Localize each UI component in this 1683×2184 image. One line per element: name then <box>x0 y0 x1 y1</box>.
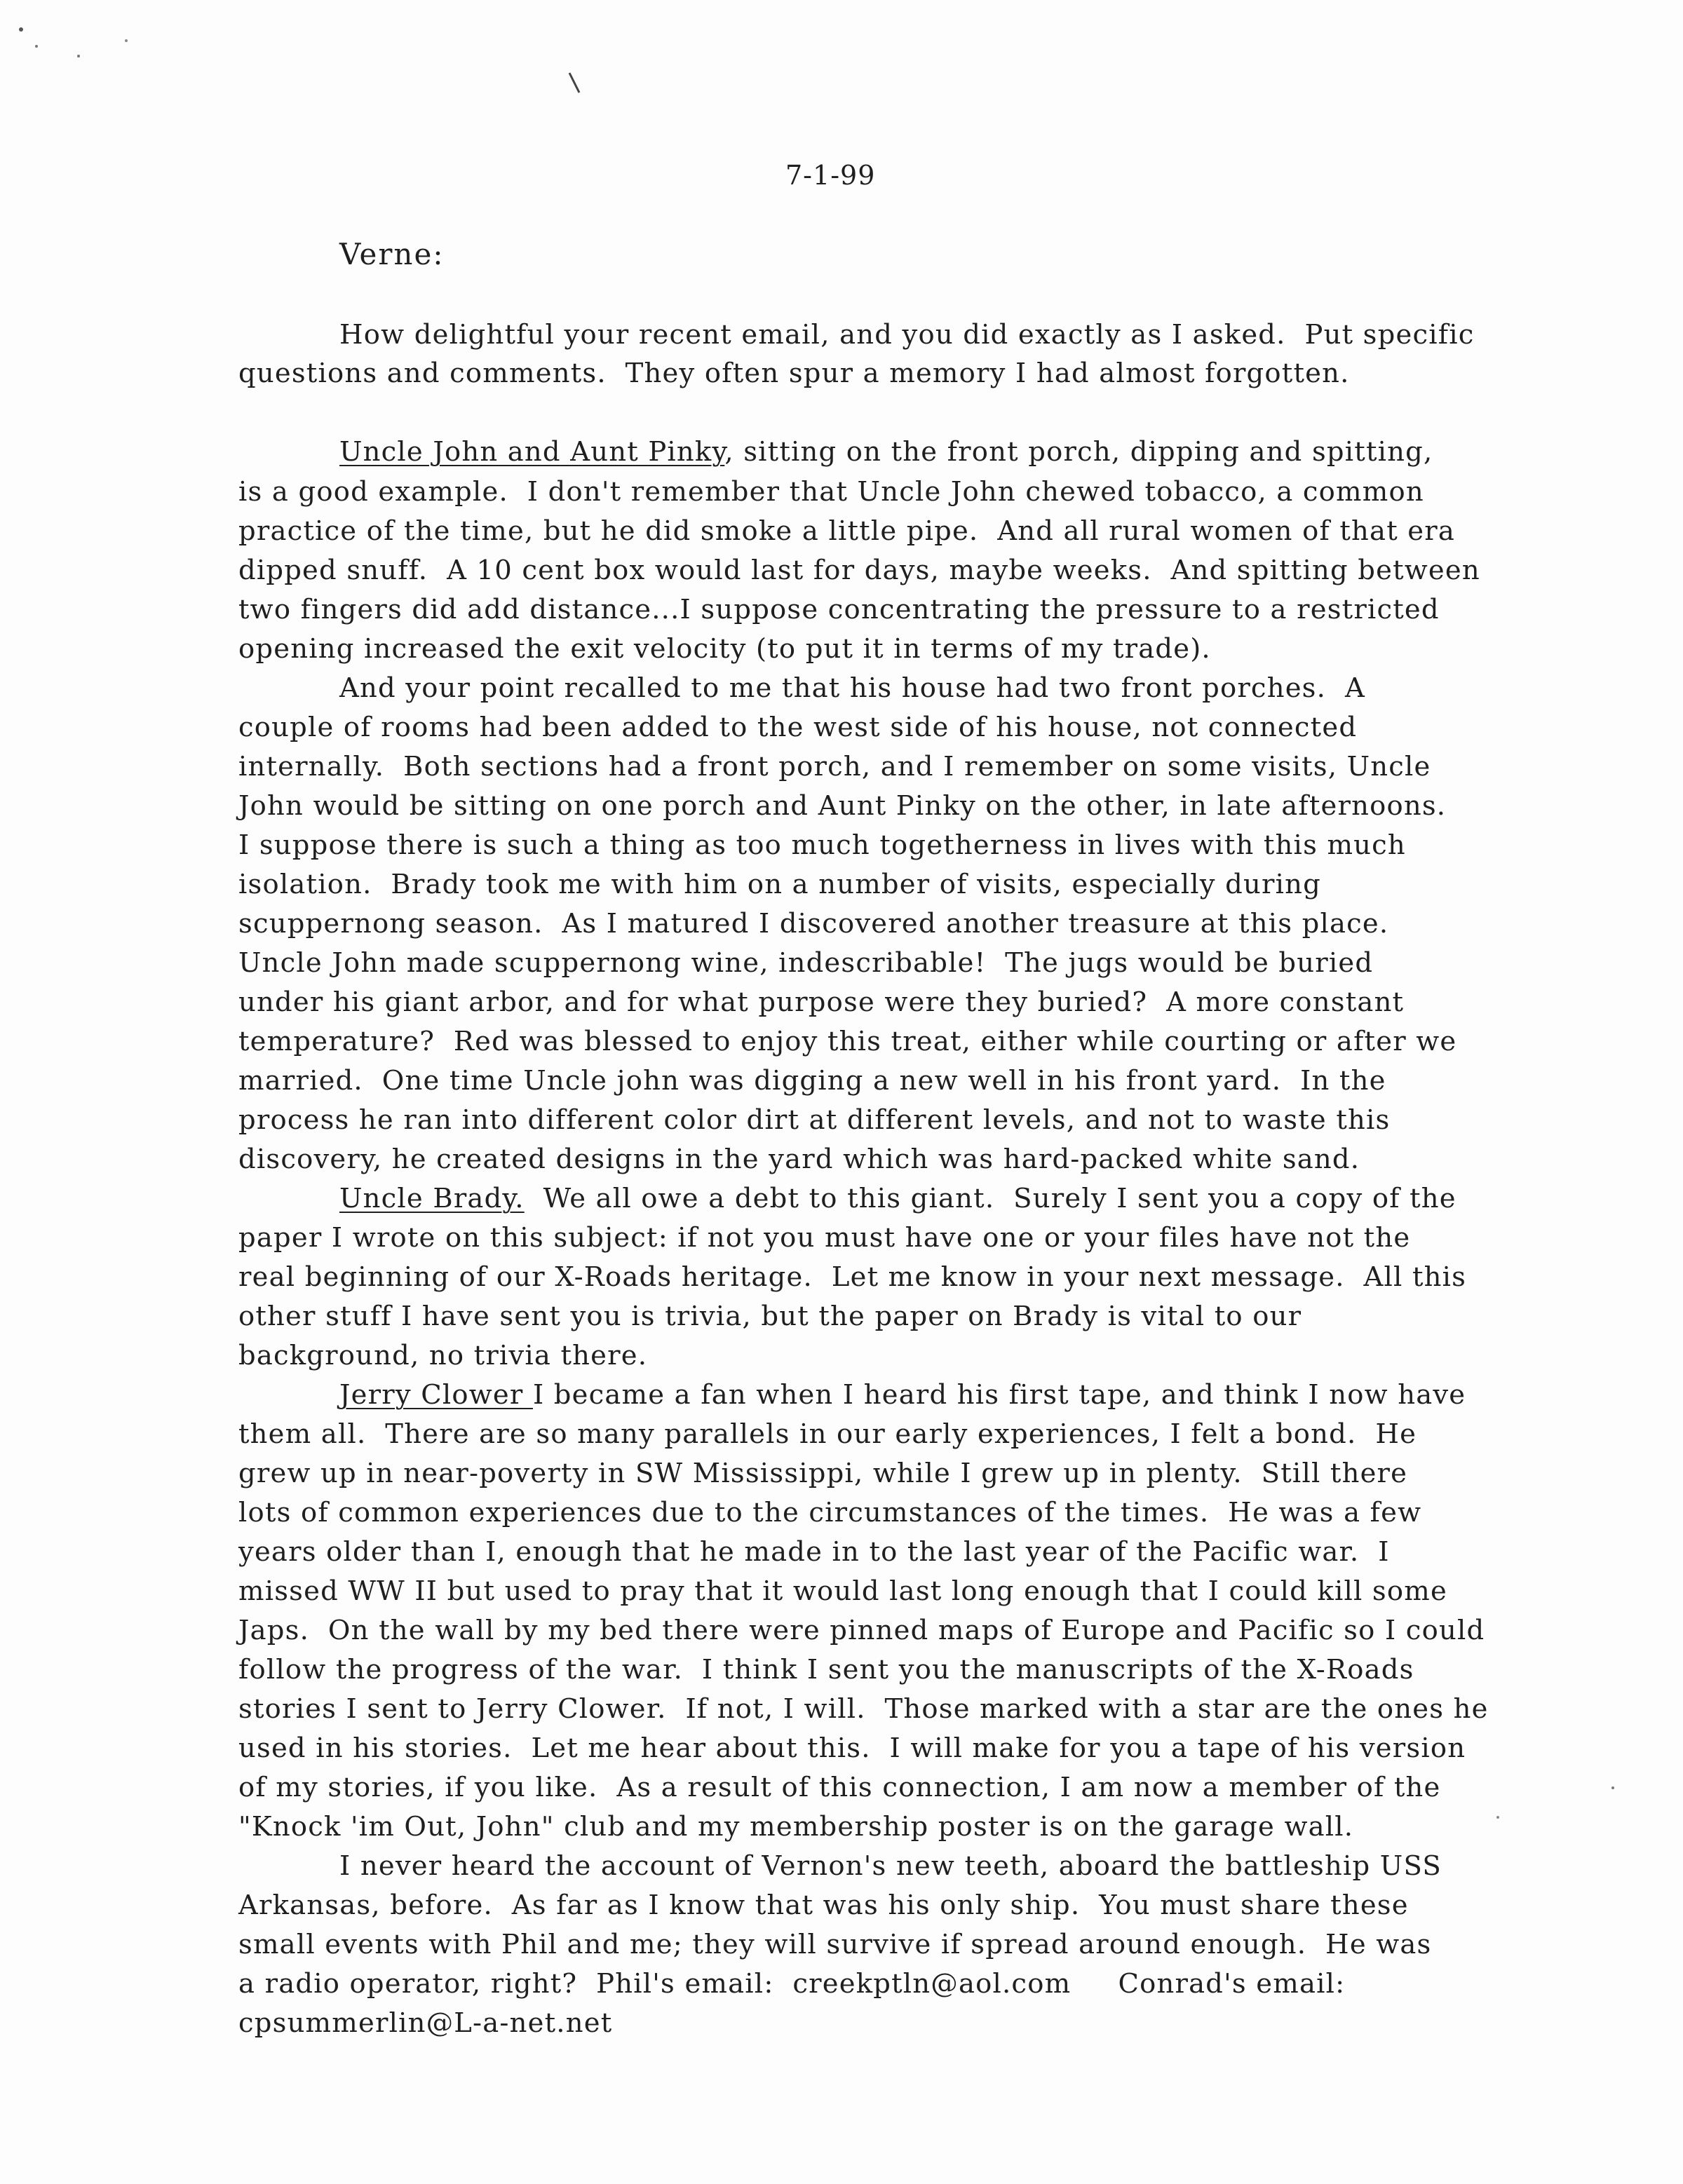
body-line: years older than I, enough that he made in to the last year of the Pacific war. I <box>238 1536 1390 1568</box>
body-line: How delightful your recent email, and you did exactly as I asked. Put specific <box>339 319 1475 351</box>
body-line: And your point recalled to me that his house had two front porches. A <box>339 672 1365 704</box>
body-line: married. One time Uncle john was digging a new well in his front yard. In the <box>238 1065 1386 1097</box>
body-line: cpsummerlin@L-a-net.net <box>238 2007 613 2039</box>
body-line: Uncle Brady. We all owe a debt to this giant. Surely I sent you a copy of the <box>339 1183 1456 1214</box>
speck <box>19 27 23 32</box>
body-line: lots of common experiences due to the circumstances of the times. He was a few <box>238 1497 1422 1528</box>
speck <box>1611 1786 1614 1789</box>
body-line: under his giant arbor, and for what purpose were they buried? A more constant <box>238 986 1405 1018</box>
body-line: small events with Phil and me; they will survive if spread around enough. He was <box>238 1929 1432 1960</box>
body-line: Jerry Clower I became a fan when I heard his first tape, and think I now have <box>339 1379 1466 1411</box>
body-line: isolation. Brady took me with him on a number of visits, especially during <box>238 869 1321 900</box>
body-line: grew up in near-poverty in SW Mississippi, while I grew up in plenty. Still there <box>238 1458 1408 1489</box>
body-line: background, no trivia there. <box>238 1340 648 1371</box>
body-line: other stuff I have sent you is trivia, but the paper on Brady is vital to our <box>238 1301 1302 1332</box>
speck <box>77 55 80 57</box>
body-line: practice of the time, but he did smoke a little pipe. And all rural women of that era <box>238 515 1456 547</box>
body-line: scuppernong season. As I matured I discovered another treasure at this place. <box>238 908 1389 940</box>
body-line: used in his stories. Let me hear about this. I will make for you a tape of his version <box>238 1732 1466 1764</box>
body-line: dipped snuff. A 10 cent box would last for days, maybe weeks. And spitting between <box>238 555 1480 586</box>
body-line: them all. There are so many parallels in our early experiences, I felt a bond. He <box>238 1418 1417 1450</box>
body-line: "Knock 'im Out, John" club and my membership poster is on the garage wall. <box>238 1811 1354 1843</box>
body-line: questions and comments. They often spur a memory I had almost forgotten. <box>238 358 1350 389</box>
body-line: internally. Both sections had a front porch, and I remember on some visits, Uncle <box>238 751 1431 782</box>
body-line: temperature? Red was blessed to enjoy this treat, either while courting or after we <box>238 1026 1457 1057</box>
body-line: follow the progress of the war. I think I sent you the manuscripts of the X-Roads <box>238 1654 1414 1686</box>
body-line: discovery, he created designs in the yard which was hard-packed white sand. <box>238 1144 1360 1175</box>
body-line: I suppose there is such a thing as too much togetherness in lives with this much <box>238 829 1406 861</box>
speck <box>1496 1816 1499 1819</box>
body-line: process he ran into different color dirt at different levels, and not to waste this <box>238 1104 1391 1136</box>
body-line: of my stories, if you like. As a result of this connection, I am now a member of the <box>238 1772 1441 1803</box>
speck <box>569 73 579 93</box>
body-line: Uncle John and Aunt Pinky, sitting on the front porch, dipping and spitting, <box>339 436 1433 468</box>
speck <box>125 39 128 42</box>
heading-uncle-brady: Uncle Brady. <box>339 1183 525 1214</box>
body-line: Japs. On the wall by my bed there were pinned maps of Europe and Pacific so I could <box>238 1615 1485 1646</box>
body-line: John would be sitting on one porch and Aunt Pinky on the other, in late afternoons. <box>238 790 1447 822</box>
body-line: stories I sent to Jerry Clower. If not, I will. Those marked with a star are the ones he <box>238 1693 1489 1725</box>
letter-date: 7-1-99 <box>785 160 876 191</box>
body-line: opening increased the exit velocity (to put it in terms of my trade). <box>238 633 1211 665</box>
body-line: real beginning of our X-Roads heritage. Let me know in your next message. All this <box>238 1261 1467 1293</box>
heading-jerry-clower: Jerry Clower <box>339 1379 533 1411</box>
heading-uncle-john: Uncle John and Aunt Pinky <box>339 436 725 468</box>
body-line: couple of rooms had been added to the west side of his house, not connected <box>238 712 1358 743</box>
body-line: paper I wrote on this subject: if not you must have one or your files have not the <box>238 1222 1411 1254</box>
body-line: is a good example. I don't remember that Uncle John chewed tobacco, a common <box>238 476 1424 508</box>
body-line: I never heard the account of Vernon's new teeth, aboard the battleship USS <box>339 1850 1442 1882</box>
body-line: Uncle John made scuppernong wine, indescribable! The jugs would be buried <box>238 947 1374 979</box>
speck <box>35 45 38 48</box>
body-line: two fingers did add distance...I suppose concentrating the pressure to a restricted <box>238 594 1440 625</box>
body-line: a radio operator, right? Phil's email: creekptln@aol.com Conrad's email: <box>238 1968 1346 2000</box>
body-line: Arkansas, before. As far as I know that was his only ship. You must share these <box>238 1890 1409 1921</box>
body-line: missed WW II but used to pray that it would last long enough that I could kill some <box>238 1575 1447 1607</box>
salutation: Verne: <box>339 237 445 271</box>
